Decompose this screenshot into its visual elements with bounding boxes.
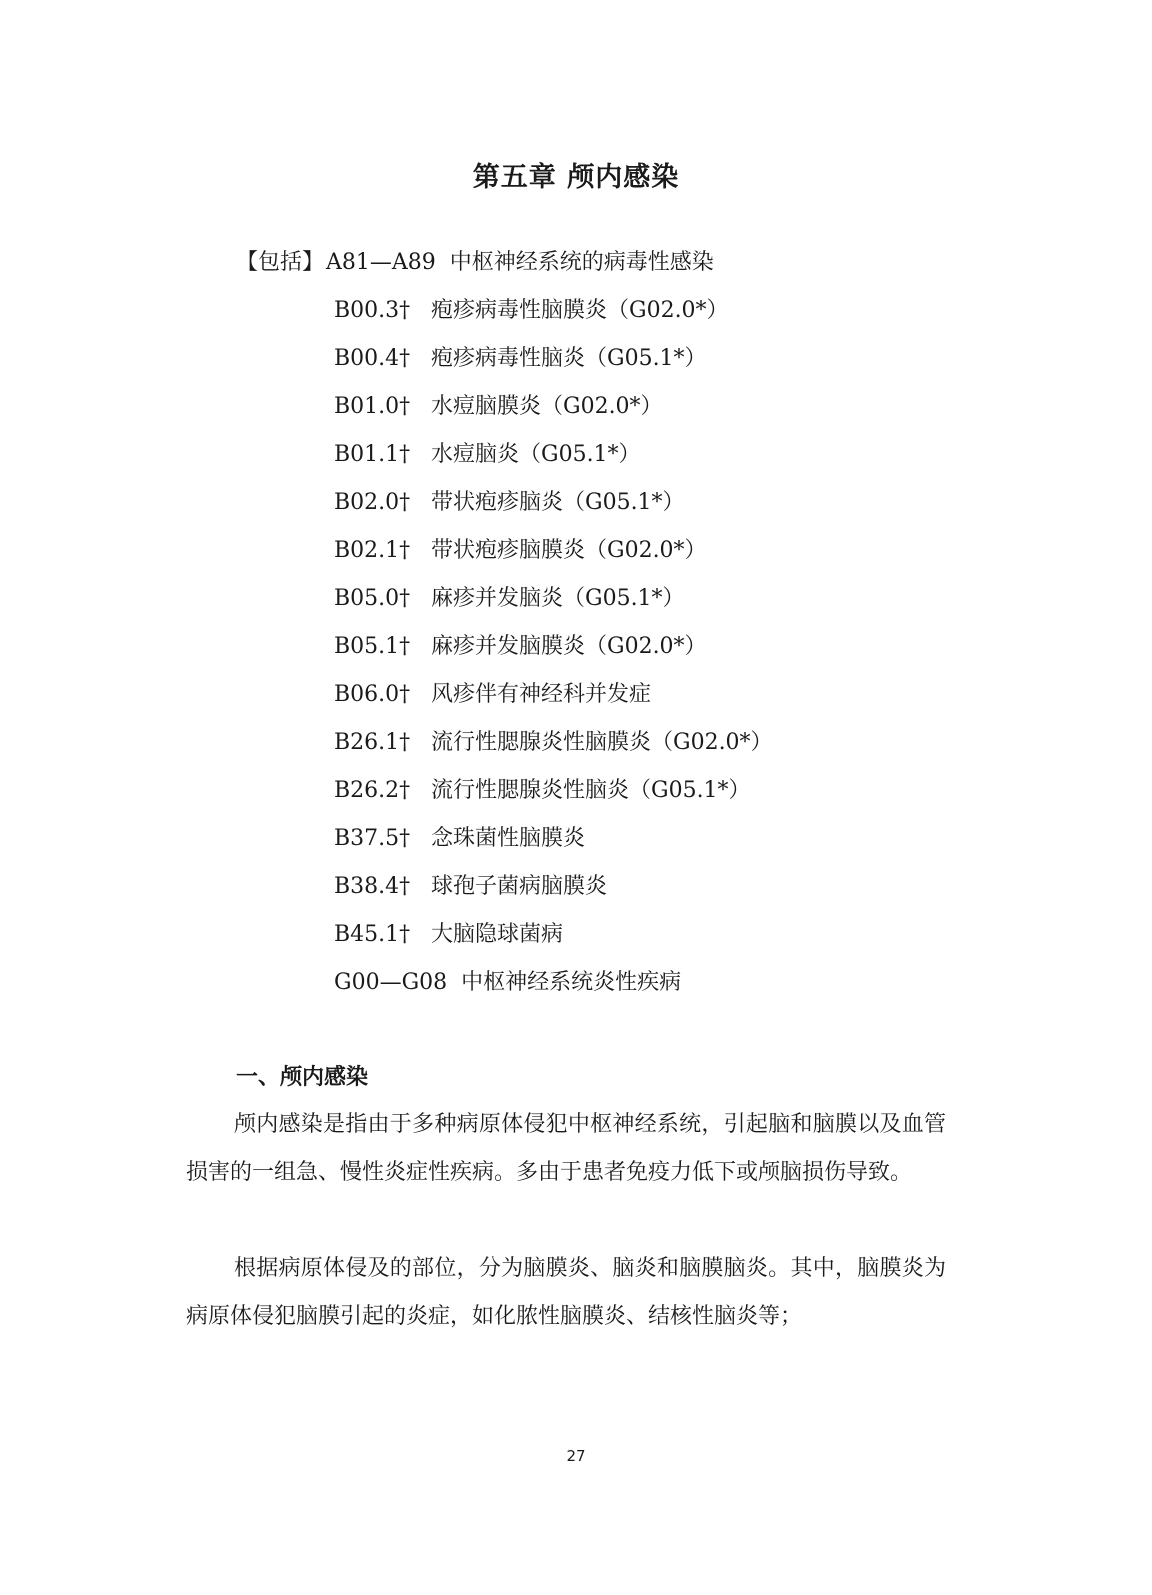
code-item-code: B01.1† [334,442,411,467]
code-item-code: B05.1† [334,634,411,659]
code-item-desc: 念珠菌性脑膜炎 [431,826,586,851]
code-item [334,675,773,723]
code-item-desc: 大脑隐球菌病 [431,922,564,947]
code-item-desc: 带状疱疹脑炎（G05.1*） [431,490,685,515]
code-item [334,771,773,819]
code-item [334,627,773,675]
code-item-desc: 麻疹并发脑炎（G05.1*） [431,586,685,611]
code-item-code: B02.0† [334,490,411,515]
code-item-code: B37.5† [334,826,411,851]
code-item-desc: 疱疹病毒性脑膜炎（G02.0*） [431,298,729,323]
code-item [334,867,773,915]
code-item-desc: 麻疹并发脑膜炎（G02.0*） [431,634,707,659]
code-item-code: B26.1† [334,730,411,755]
includes-header [236,243,714,283]
code-item-desc: 带状疱疹脑膜炎（G02.0*） [431,538,707,563]
code-item-desc: 疱疹病毒性脑炎（G05.1*） [431,346,707,371]
code-item [334,483,773,531]
code-item [334,435,773,483]
code-item-code: B26.2† [334,778,411,803]
code-item-desc: 流行性腮腺炎性脑膜炎（G02.0*） [431,730,773,755]
section-heading: 一、颅内感染 [236,1065,369,1090]
code-item-code: B02.1† [334,538,411,563]
includes-range-desc: 中枢神经系统的病毒性感染 [449,250,714,275]
code-item-code: B00.4† [334,346,411,371]
includes-label: 【包括】 [236,250,325,275]
code-item-desc: 球孢子菌病脑膜炎 [431,874,608,899]
code-range-code: G00—G08 [334,970,448,995]
code-item-code: B00.3† [334,298,411,323]
code-item-code: B06.0† [334,682,411,707]
code-item-code: B05.0† [334,586,411,611]
code-item [334,579,773,627]
code-item [334,915,773,963]
included-codes-list [334,291,773,1011]
code-item-code: B38.4† [334,874,411,899]
code-item-code: B45.1† [334,922,411,947]
code-item [334,723,773,771]
code-item-desc: 水痘脑膜炎（G02.0*） [431,394,663,419]
code-item [334,819,773,867]
code-item [334,531,773,579]
code-item-desc: 水痘脑炎（G05.1*） [431,442,641,467]
code-item-desc: 流行性腮腺炎性脑炎（G05.1*） [431,778,751,803]
code-item-code: B01.0† [334,394,411,419]
code-item [334,387,773,435]
body-paragraph: 颅内感染是指由于多种病原体侵犯中枢神经系统，引起脑和脑膜以及血管损害的一组急、慢性炎症性疾病。多由于患者免疫力低下或颅脑损伤导致。 [186,1112,946,1185]
chapter-title: 第五章 颅内感染 [472,162,680,193]
code-item-desc: 风疹伴有神经科并发症 [431,682,652,707]
page-number: 27 [566,1447,586,1465]
code-item [334,339,773,387]
code-range-item [334,963,773,1011]
body-paragraph: 根据病原体侵及的部位，分为脑膜炎、脑炎和脑膜脑炎。其中，脑膜炎为病原体侵犯脑膜引起的炎症，如化脓性脑膜炎、结核性脑炎等； [186,1256,946,1329]
code-item [334,291,773,339]
code-range-desc: 中枢神经系统炎性疾病 [461,970,682,995]
includes-range-code: A81—A89 [326,250,436,275]
